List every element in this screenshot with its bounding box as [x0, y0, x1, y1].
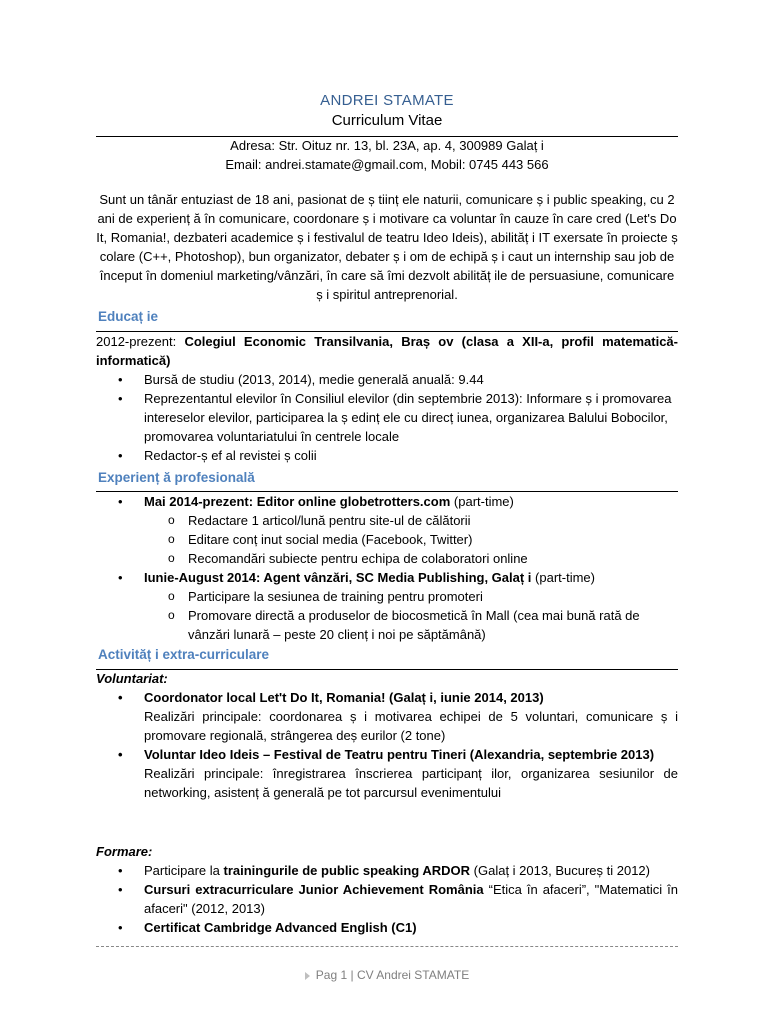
volunteer-list [96, 688, 678, 707]
job-entry [96, 568, 678, 587]
task-item: o Redactare 1 articol/lună pentru site-ul de călătorii [96, 511, 678, 530]
list-item: • Reprezentantul elevilor în Consiliul elevilor (din septembrie 2013): Informare ș i promovarea intereselor elevilor, participarea la ș edinț ele cu direcț iunea, organizarea Balului Bobocilor, promovarea voluntariatului în centrele locale [96, 389, 678, 446]
training-text: “Etica în afaceri”, "Matematici în afaceri" (2012, 2013) [144, 882, 678, 916]
task-item: o Editare conț inut social media (Facebook, Twitter) [96, 530, 678, 549]
job-tasks [96, 587, 678, 644]
education-heading: Educaț ie [98, 309, 159, 324]
training-highlight: Certificat Cambridge Advanced English (C1) [144, 920, 417, 935]
training-text: Participare la [144, 863, 224, 878]
job-title: Mai 2014-prezent: Editor online globetrotters.com [144, 494, 451, 509]
experience-block [96, 492, 678, 644]
contact-line: Email: andrei.stamate@gmail.com, Mobil: 0745 443 566 [225, 157, 549, 172]
task-item: o Recomandări subiecte pentru echipa de colaboratori online [96, 549, 678, 568]
list-item: • Bursă de studiu (2013, 2014), medie generală anuală: 9.44 [96, 370, 678, 389]
footer-text: Pag 1 | CV Andrei STAMATE [315, 968, 470, 982]
volunteer-label: Voluntariat: [96, 671, 168, 686]
education-period: 2012-prezent: [96, 334, 177, 349]
training-block [96, 842, 678, 937]
footer-divider [96, 946, 678, 947]
education-school: Colegiul Economic Transilvania, Braș ov (clasa a XII-a, profil matematică-informatică) [96, 334, 678, 368]
volunteer-list [96, 745, 678, 764]
job-tasks [96, 511, 678, 568]
education-block [96, 332, 678, 465]
training-text: (Galaț i 2013, Bucureș ti 2012) [470, 863, 650, 878]
triangle-icon [305, 972, 310, 980]
activities-heading: Activităț i extra-curriculare [98, 647, 270, 662]
list-item: • Redactor-ș ef al revistei ș colii [96, 446, 678, 465]
job-type: (part-time) [453, 494, 514, 509]
volunteer-description: Realizări principale: coordonarea ș i motivarea echipei de 5 voluntari, comunicare ș i promovare regională, strângerea deș eurilor (2 tone) [144, 709, 678, 743]
training-item [96, 861, 678, 880]
task-item: o Promovare directă a produselor de biocosmetică în Mall (cea mai bună rată de vânzări lunară – peste 20 clienț i noi pe săptămână) [96, 606, 678, 644]
volunteer-block [96, 669, 678, 802]
training-list [96, 861, 678, 937]
profile-summary: Sunt un tânăr entuziast de 18 ani, pasionat de ș tiinț ele naturii, comunicare ș i public speaking, cu 2 ani de experienț ă în comunicare, coordonare ș i motivare ca voluntar în cauze în care cred (Let's Do It, Romania!, dezbateri academice ș i festivalul de teatru Ideo Ideis), abilităț i IT exersate în proiecte ș colare (C++, Photoshop), bun organizator, debater ș i om de echipă ș i caut un internship sau job de început în domeniul marketing/vânzări, în care să îmi dezvolt abilităț ile de persuasiune, comunicare ș i spiritul antreprenorial. [96, 192, 678, 302]
job-entry [96, 492, 678, 511]
experience-heading: Experienț ă profesională [98, 470, 255, 485]
candidate-name: ANDREI STAMATE [320, 92, 454, 109]
education-entry [96, 332, 678, 370]
volunteer-title: • Coordonator local Let't Do It, Romania! (Galaț i, iunie 2014, 2013) [96, 688, 678, 707]
training-item [96, 880, 678, 918]
task-item: o Participare la sesiunea de training pentru promoteri [96, 587, 678, 606]
training-highlight: trainingurile de public speaking ARDOR [223, 863, 471, 878]
volunteer-description: Realizări principale: înregistrarea înscrierea participanț ilor, organizarea sesiunilor de networking, asistenț ă generală pe tot parcursul evenimentului [144, 766, 678, 800]
training-item [96, 918, 678, 937]
training-highlight: Cursuri extracurriculare Junior Achievement România [144, 882, 484, 897]
address-line: Adresa: Str. Oituz nr. 13, bl. 23A, ap. 4, 300989 Galaț i [230, 138, 544, 153]
volunteer-title: • Voluntar Ideo Ideis – Festival de Teatru pentru Tineri (Alexandria, septembrie 2013) [96, 745, 678, 764]
job-type: (part-time) [535, 570, 595, 585]
jobs-list [96, 568, 678, 587]
document-title: Curriculum Vitae [331, 112, 443, 129]
job-title: Iunie-August 2014: Agent vânzări, SC Media Publishing, Galaț i [144, 570, 532, 585]
education-list [96, 370, 678, 465]
page-footer [96, 968, 678, 982]
jobs-list [96, 492, 678, 511]
training-label: Formare: [96, 844, 153, 859]
